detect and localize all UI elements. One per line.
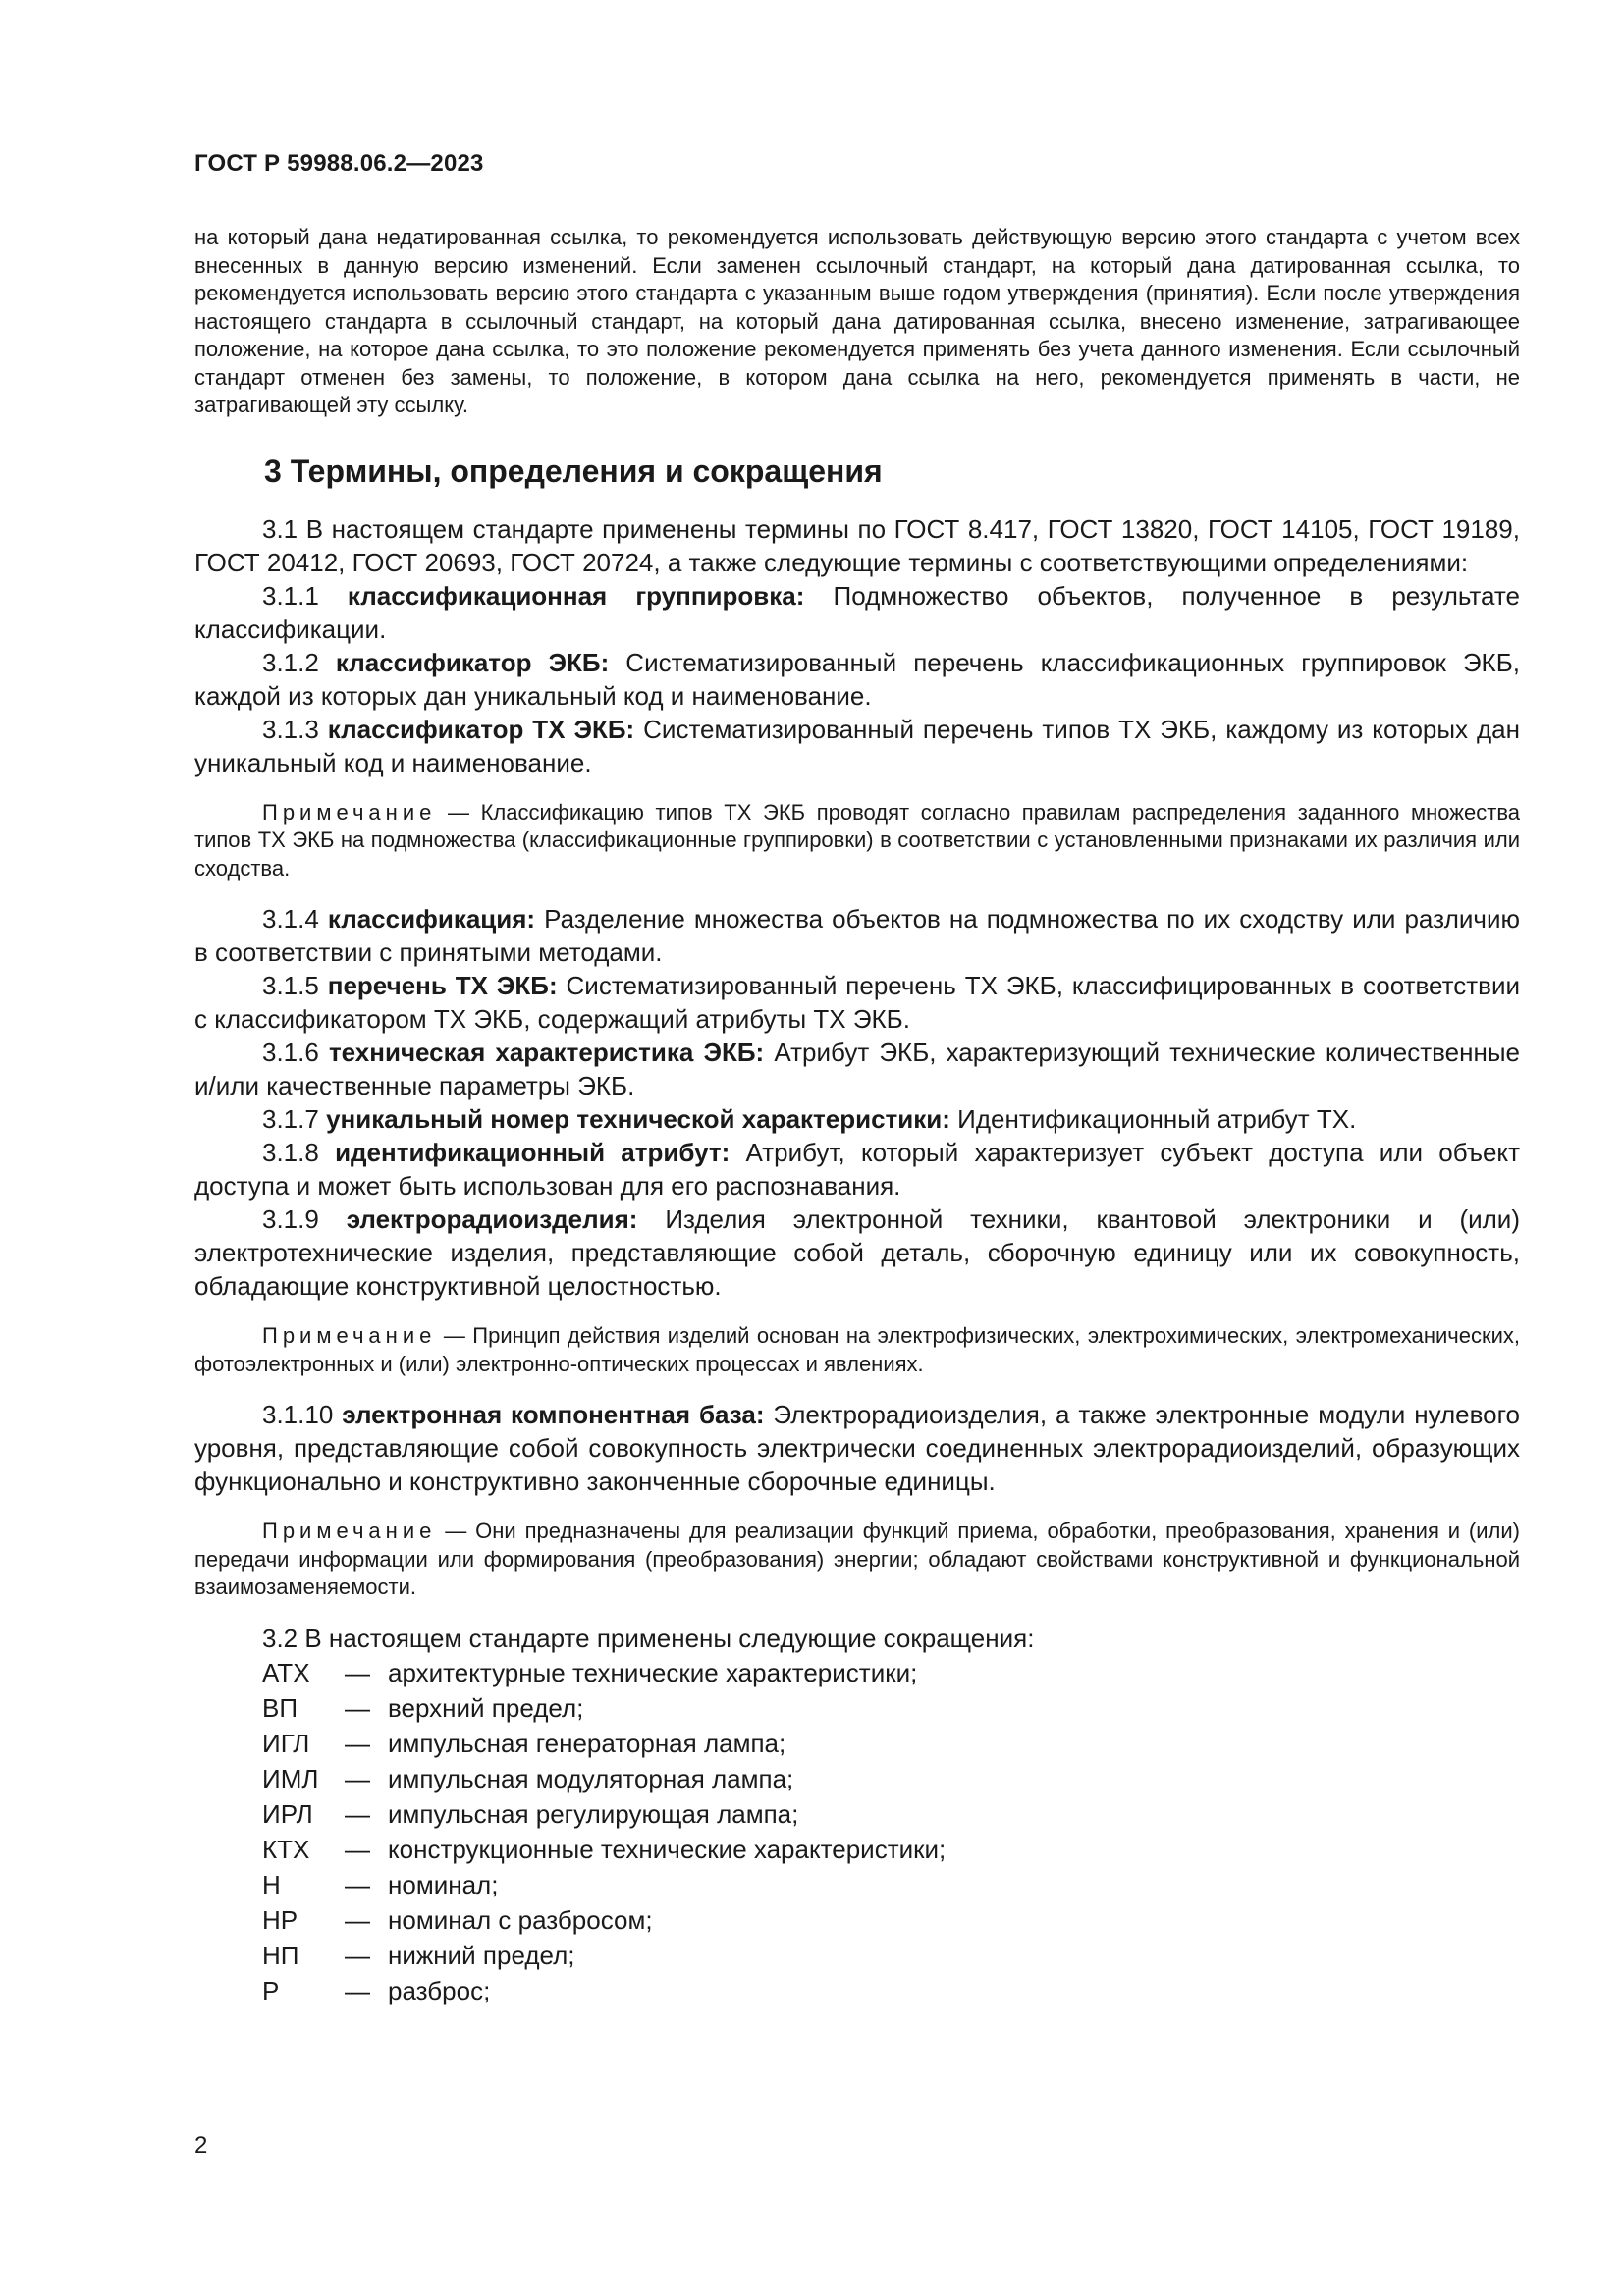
- term-definition: Идентификационный атрибут ТХ.: [957, 1104, 1357, 1134]
- term-number: 3.1.7: [262, 1104, 319, 1134]
- term-3-1-3: [194, 713, 1520, 779]
- term-title: перечень ТХ ЭКБ:: [327, 971, 558, 1000]
- term-number: 3.1.3: [262, 714, 319, 744]
- list-item: [194, 1973, 1520, 2008]
- note-text: — Классификацию типов ТХ ЭКБ проводят согласно правилам распределения заданного множества типов ТХ ЭКБ на подмножества (классификационные группировки) в соответствии с установленными признаками их различия или сходства.: [194, 799, 1520, 881]
- dash: —: [345, 1869, 370, 1899]
- term-number: 3.1.10: [262, 1400, 334, 1429]
- term-definition: Изделия электронной техники, квантовой электроники и (или) электротехнические изделия, представляющие собой деталь, сборочную единицу или их совокупность, обладающие конструктивной целостностью.: [194, 1204, 1520, 1301]
- abbreviation-meaning: архитектурные технические характеристики;: [388, 1657, 918, 1687]
- dash: —: [345, 1940, 370, 1970]
- term-3-1-2: [194, 646, 1520, 713]
- term-number: 3.1.5: [262, 971, 319, 1000]
- list-item: [194, 1761, 1520, 1796]
- term-3-1-6: [194, 1036, 1520, 1102]
- abbreviation-meaning: конструкционные технические характеристики;: [388, 1834, 947, 1864]
- term-3-1-7: [194, 1102, 1520, 1136]
- list-item: [194, 1902, 1520, 1938]
- section-title: 3 Термины, определения и сокращения: [264, 453, 883, 489]
- term-definition: Атрибут ЭКБ, характеризующий технические количественные и/или качественные параметры ЭКБ.: [194, 1038, 1520, 1100]
- dash: —: [345, 1692, 370, 1723]
- term-title: идентификационный атрибут:: [335, 1138, 731, 1167]
- document-body: [194, 224, 1520, 2008]
- page-number: 2: [194, 2132, 208, 2159]
- list-item: [194, 1832, 1520, 1867]
- abbreviation: НП: [262, 1940, 299, 1970]
- abbreviation: ИМЛ: [262, 1763, 319, 1793]
- abbreviation: Р: [262, 1975, 280, 2005]
- abbreviation: ИРЛ: [262, 1798, 313, 1829]
- dash: —: [345, 1763, 370, 1793]
- term-3-1-4: [194, 902, 1520, 969]
- clause-3-2: 3.2 В настоящем стандарте применены следующие сокращения:: [262, 1623, 1035, 1653]
- term-3-1-5: [194, 969, 1520, 1036]
- abbreviation: ИГЛ: [262, 1728, 310, 1758]
- dash: —: [345, 1834, 370, 1864]
- term-3-1-10: [194, 1398, 1520, 1498]
- abbreviation-meaning: разброс;: [388, 1975, 491, 2005]
- note-label: Примечание: [262, 799, 437, 825]
- list-item: [194, 1867, 1520, 1902]
- note-label: Примечание: [262, 1323, 437, 1348]
- document-header: ГОСТ Р 59988.06.2—2023: [194, 150, 484, 177]
- term-definition: Систематизированный перечень классификационных группировок ЭКБ, каждой из которых дан уникальный код и наименование.: [194, 647, 1520, 711]
- list-item: [194, 1690, 1520, 1726]
- note-3: [194, 1518, 1520, 1602]
- term-number: 3.1.9: [262, 1204, 319, 1234]
- abbreviation: АТХ: [262, 1657, 310, 1687]
- term-3-1-8: [194, 1136, 1520, 1202]
- abbreviation-meaning: импульсная регулирующая лампа;: [388, 1798, 799, 1829]
- abbreviation-meaning: импульсная генераторная лампа;: [388, 1728, 786, 1758]
- term-title: электрорадиоизделия:: [346, 1204, 638, 1234]
- term-number: 3.1.4: [262, 904, 319, 934]
- dash: —: [345, 1904, 370, 1935]
- dash: —: [345, 1728, 370, 1758]
- term-number: 3.1.2: [262, 647, 319, 677]
- dash: —: [345, 1657, 370, 1687]
- abbreviation-meaning: верхний предел;: [388, 1692, 584, 1723]
- abbreviation-meaning: номинал;: [388, 1869, 499, 1899]
- term-title: уникальный номер технической характеристики:: [326, 1104, 950, 1134]
- abbreviation-list: [194, 1655, 1520, 2008]
- note-1: [194, 799, 1520, 883]
- term-title: техническая характеристика ЭКБ:: [328, 1038, 765, 1067]
- term-title: классификация:: [327, 904, 536, 934]
- intro-paragraph: на который дана недатированная ссылка, то рекомендуется использовать действующую версию этого стандарта с учетом всех внесенных в данную версию изменений. Если заменен ссылочный стандарт, на который дана датированная ссылка, то рекомендуется использовать версию этого стандарта с указанным выше годом утверждения (принятия). Если после утверждения настоящего стандарта в ссылочный стандарт, на который дана датированная ссылка, внесено изменение, затрагивающее положение, на которое дана ссылка, то это положение рекомендуется применять без учета данного изменения. Если ссылочный стандарт отменен без замены, то положение, в котором дана ссылка на него, рекомендуется применять в части, не затрагивающей эту ссылку.: [194, 225, 1520, 417]
- term-number: 3.1.8: [262, 1138, 319, 1167]
- abbreviation: ВП: [262, 1692, 298, 1723]
- term-title: классификатор ЭКБ:: [335, 647, 610, 677]
- list-item: [194, 1796, 1520, 1832]
- term-definition: Разделение множества объектов на подмножества по их сходству или различию в соответствии с принятыми методами.: [194, 904, 1520, 967]
- abbreviation-meaning: номинал с разбросом;: [388, 1904, 653, 1935]
- note-text: — Принцип действия изделий основан на электрофизических, электрохимических, электромеханических, фотоэлектронных и (или) электронно-оптических процессах и явлениях.: [194, 1323, 1520, 1376]
- note-text: — Они предназначены для реализации функций приема, обработки, преобразования, хранения и (или) передачи информации или формирования (преобразования) энергии; обладают свойствами конструктивной и функциональной взаимозаменяемости.: [194, 1519, 1520, 1599]
- term-title: электронная компонентная база:: [342, 1400, 765, 1429]
- abbreviation-meaning: нижний предел;: [388, 1940, 575, 1970]
- note-2: [194, 1322, 1520, 1378]
- abbreviation-meaning: импульсная модуляторная лампа;: [388, 1763, 794, 1793]
- abbreviation: КТХ: [262, 1834, 310, 1864]
- term-definition: Подмножество объектов, полученное в результате классификации.: [194, 580, 1520, 644]
- term-definition: Атрибут, который характеризует субъект доступа или объект доступа и может быть использован для его распознавания.: [194, 1138, 1521, 1201]
- term-definition: Систематизированный перечень ТХ ЭКБ, классифицированных в соответствии с классификатором ТХ ЭКБ, содержащий атрибуты ТХ ЭКБ.: [194, 971, 1520, 1034]
- dash: —: [345, 1975, 370, 2005]
- term-definition: Электрорадиоизделия, а также электронные модули нулевого уровня, представляющие собой совокупность электрически соединенных электрорадиоизделий, образующих функционально и конструктивно законченные сборочные единицы.: [194, 1400, 1520, 1496]
- term-3-1-9: [194, 1202, 1520, 1303]
- abbreviation: Н: [262, 1869, 281, 1899]
- list-item: [194, 1655, 1520, 1690]
- term-3-1-1: [194, 579, 1520, 646]
- list-item: [194, 1938, 1520, 1973]
- term-number: 3.1.1: [262, 580, 319, 611]
- dash: —: [345, 1798, 370, 1829]
- note-label: Примечание: [262, 1519, 437, 1543]
- term-number: 3.1.6: [262, 1038, 319, 1067]
- term-title: классификационная группировка:: [347, 580, 805, 611]
- clause-3-1: 3.1 В настоящем стандарте применены термины по ГОСТ 8.417, ГОСТ 13820, ГОСТ 14105, ГОСТ 19189, ГОСТ 20412, ГОСТ 20693, ГОСТ 20724, а также следующие термины с соответствующими определениями:: [194, 513, 1520, 577]
- term-title: классификатор ТХ ЭКБ:: [327, 714, 635, 744]
- list-item: [194, 1726, 1520, 1761]
- abbreviation: НР: [262, 1904, 298, 1935]
- term-definition: Систематизированный перечень типов ТХ ЭКБ, каждому из которых дан уникальный код и наименование.: [194, 714, 1520, 777]
